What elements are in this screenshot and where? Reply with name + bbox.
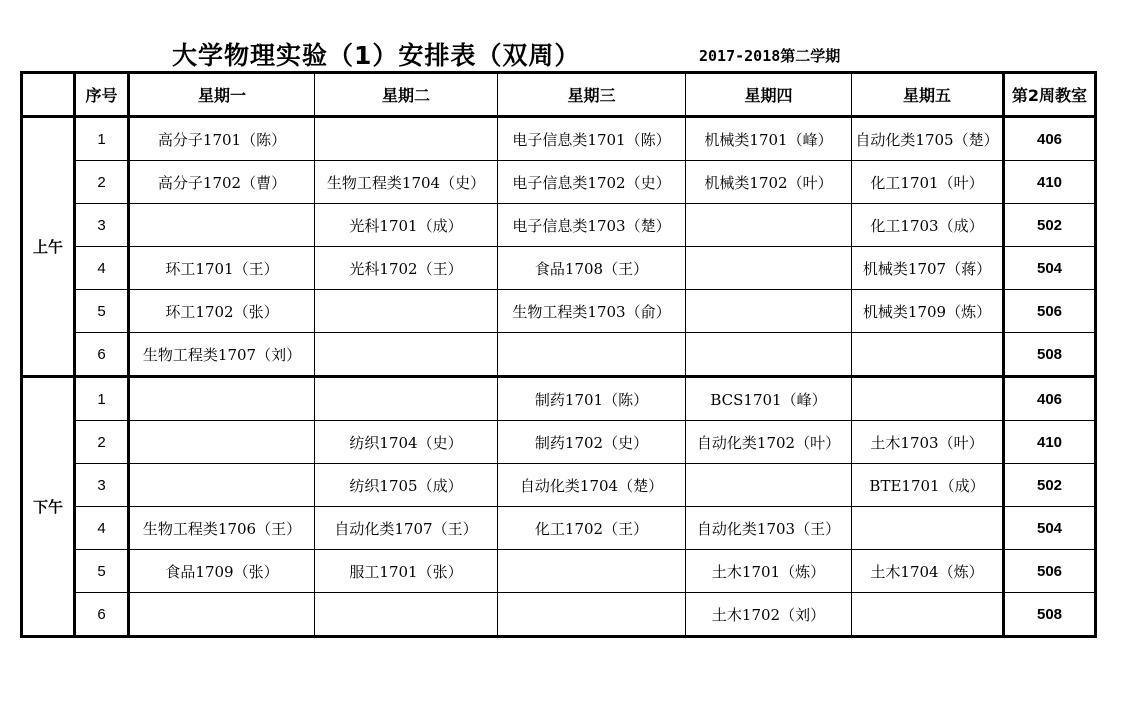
class-cell: 服工1701（张） bbox=[315, 550, 498, 593]
room-number: 506 bbox=[1004, 290, 1096, 333]
class-cell: 化工1701（叶） bbox=[852, 161, 1004, 204]
class-cell bbox=[852, 593, 1004, 637]
class-cell bbox=[315, 290, 498, 333]
class-cell bbox=[498, 333, 686, 377]
class-cell: 自动化类1702（叶） bbox=[686, 421, 852, 464]
column-header: 星期一 bbox=[129, 73, 315, 117]
class-cell: 环工1701（王） bbox=[129, 247, 315, 290]
table-row bbox=[22, 333, 1096, 377]
class-cell: 电子信息类1701（陈） bbox=[498, 117, 686, 161]
class-cell bbox=[498, 550, 686, 593]
class-cell: 食品1709（张） bbox=[129, 550, 315, 593]
table-row bbox=[22, 247, 1096, 290]
class-cell: 机械类1702（叶） bbox=[686, 161, 852, 204]
class-cell bbox=[315, 377, 498, 421]
class-cell bbox=[852, 377, 1004, 421]
class-cell bbox=[129, 593, 315, 637]
row-number: 2 bbox=[75, 421, 129, 464]
class-cell: 自动化类1705（楚） bbox=[852, 117, 1004, 161]
class-cell: 化工1702（王） bbox=[498, 507, 686, 550]
room-number: 508 bbox=[1004, 333, 1096, 377]
row-number: 5 bbox=[75, 550, 129, 593]
class-cell: 自动化类1707（王） bbox=[315, 507, 498, 550]
class-cell: 生物工程类1707（刘） bbox=[129, 333, 315, 377]
class-cell bbox=[129, 377, 315, 421]
class-cell: 光科1702（王） bbox=[315, 247, 498, 290]
class-cell: 食品1708（王） bbox=[498, 247, 686, 290]
row-number: 3 bbox=[75, 204, 129, 247]
room-number: 502 bbox=[1004, 204, 1096, 247]
room-number: 410 bbox=[1004, 421, 1096, 464]
room-number: 506 bbox=[1004, 550, 1096, 593]
room-number: 406 bbox=[1004, 117, 1096, 161]
class-cell bbox=[686, 464, 852, 507]
class-cell: 纺织1705（成） bbox=[315, 464, 498, 507]
room-number: 502 bbox=[1004, 464, 1096, 507]
class-cell bbox=[315, 117, 498, 161]
room-number: 504 bbox=[1004, 507, 1096, 550]
class-cell: 土木1701（炼） bbox=[686, 550, 852, 593]
class-cell bbox=[686, 290, 852, 333]
class-cell bbox=[129, 421, 315, 464]
row-number: 6 bbox=[75, 593, 129, 637]
table-row bbox=[22, 117, 1096, 161]
class-cell: 机械类1709（炼） bbox=[852, 290, 1004, 333]
class-cell: 环工1702（张） bbox=[129, 290, 315, 333]
class-cell: 光科1701（成） bbox=[315, 204, 498, 247]
table-row bbox=[22, 464, 1096, 507]
class-cell: 机械类1707（蒋） bbox=[852, 247, 1004, 290]
table-row bbox=[22, 290, 1096, 333]
table-row bbox=[22, 204, 1096, 247]
column-header: 星期四 bbox=[686, 73, 852, 117]
class-cell bbox=[686, 204, 852, 247]
schedule-table bbox=[20, 71, 1097, 638]
column-header: 星期五 bbox=[852, 73, 1004, 117]
row-number: 5 bbox=[75, 290, 129, 333]
room-number: 406 bbox=[1004, 377, 1096, 421]
semester-label: 2017-2018第二学期 bbox=[699, 47, 841, 65]
class-cell: 高分子1702（曹） bbox=[129, 161, 315, 204]
class-cell: 生物工程类1703（俞） bbox=[498, 290, 686, 333]
table-row bbox=[22, 550, 1096, 593]
class-cell bbox=[129, 204, 315, 247]
class-cell bbox=[686, 333, 852, 377]
table-row bbox=[22, 593, 1096, 637]
class-cell bbox=[686, 247, 852, 290]
class-cell bbox=[498, 593, 686, 637]
class-cell: 制药1701（陈） bbox=[498, 377, 686, 421]
header-row bbox=[22, 73, 1096, 117]
class-cell: 电子信息类1703（楚） bbox=[498, 204, 686, 247]
room-number: 504 bbox=[1004, 247, 1096, 290]
row-number: 6 bbox=[75, 333, 129, 377]
class-cell: 自动化类1703（王） bbox=[686, 507, 852, 550]
class-cell bbox=[315, 593, 498, 637]
class-cell bbox=[315, 333, 498, 377]
page-title: 大学物理实验（1）安排表（双周） bbox=[172, 41, 581, 70]
class-cell bbox=[852, 507, 1004, 550]
class-cell bbox=[129, 464, 315, 507]
class-cell: 自动化类1704（楚） bbox=[498, 464, 686, 507]
column-header: 序号 bbox=[75, 73, 129, 117]
session-label: 下午 bbox=[22, 377, 75, 637]
class-cell: 电子信息类1702（史） bbox=[498, 161, 686, 204]
class-cell: 机械类1701（峰） bbox=[686, 117, 852, 161]
class-cell: 土木1703（叶） bbox=[852, 421, 1004, 464]
class-cell: 生物工程类1706（王） bbox=[129, 507, 315, 550]
room-number: 410 bbox=[1004, 161, 1096, 204]
class-cell: 制药1702（史） bbox=[498, 421, 686, 464]
column-header bbox=[22, 73, 75, 117]
row-number: 1 bbox=[75, 377, 129, 421]
row-number: 3 bbox=[75, 464, 129, 507]
class-cell: 高分子1701（陈） bbox=[129, 117, 315, 161]
row-number: 4 bbox=[75, 247, 129, 290]
column-header: 星期三 bbox=[498, 73, 686, 117]
class-cell: BCS1701（峰） bbox=[686, 377, 852, 421]
class-cell: 土木1702（刘） bbox=[686, 593, 852, 637]
column-header: 第2周教室 bbox=[1004, 73, 1096, 117]
table-row bbox=[22, 377, 1096, 421]
column-header: 星期二 bbox=[315, 73, 498, 117]
session-label: 上午 bbox=[22, 117, 75, 377]
row-number: 4 bbox=[75, 507, 129, 550]
class-cell: 化工1703（成） bbox=[852, 204, 1004, 247]
room-number: 508 bbox=[1004, 593, 1096, 637]
table-row bbox=[22, 421, 1096, 464]
class-cell bbox=[852, 333, 1004, 377]
class-cell: 土木1704（炼） bbox=[852, 550, 1004, 593]
class-cell: 生物工程类1704（史） bbox=[315, 161, 498, 204]
row-number: 1 bbox=[75, 117, 129, 161]
class-cell: BTE1701（成） bbox=[852, 464, 1004, 507]
class-cell: 纺织1704（史） bbox=[315, 421, 498, 464]
table-row bbox=[22, 507, 1096, 550]
row-number: 2 bbox=[75, 161, 129, 204]
table-row bbox=[22, 161, 1096, 204]
